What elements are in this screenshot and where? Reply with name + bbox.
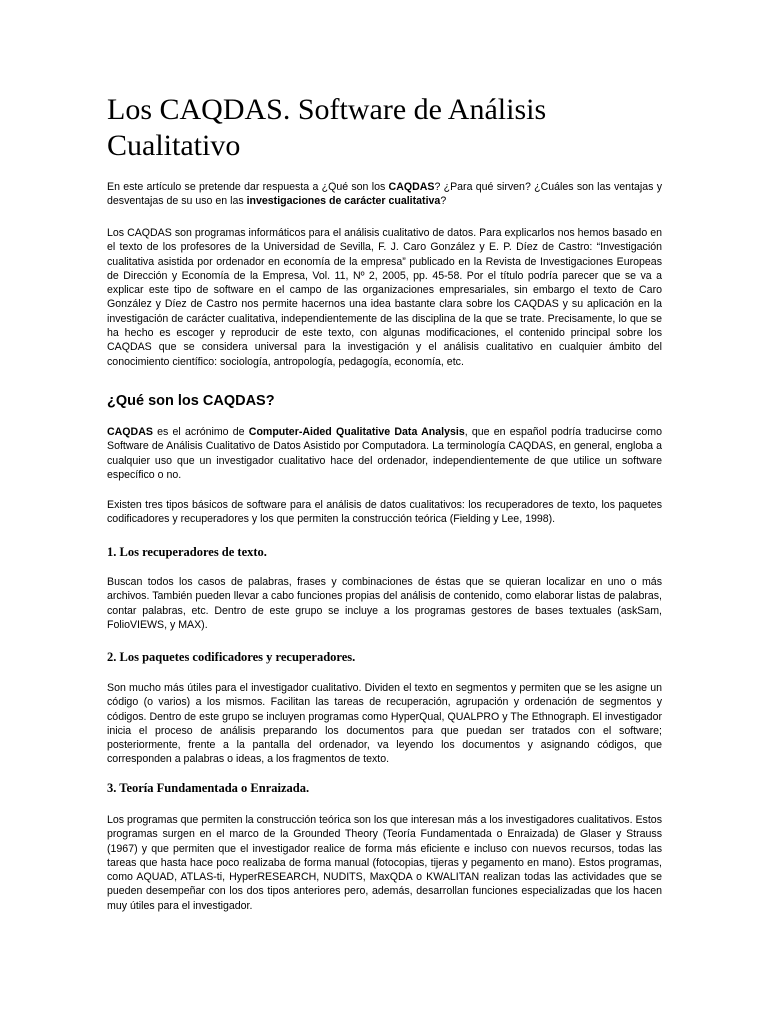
caqdas-overview-paragraph: Los CAQDAS son programas informáticos para el análisis cualitativo de datos. Para explicarlos nos hemos basado en el texto de los profesores de la Universidad de Sevilla, F. J. Caro González y E. P. Díez de Castro: “Investigación cualitativa asistida por ordenador en economía de la empresa” publicado en la Revista de Investigaciones Europeas de Dirección y Economía de la Empresa, Vol. 11, Nº 2, 2005, pp. 45-58. Por el título podría parecer que se va a explicar este tipo de software en el campo de las organizaciones empresariales, sin embargo el texto de Caro González y Díez de Castro nos permite hacernos una idea bastante clara sobre los CAQDAS y su aplicación en la investigación de carácter cualitativa, independientemente de las disciplina de la que se trate. Precisamente, lo que se ha hecho es escoger y reproducir de este texto, con algunas modificaciones, el contenido principal sobre los CAQDAS que se considera universal para la investigación y el análisis cualitativo en cualquier ámbito del conocimiento científico: sociología, antropología, pedagogía, economía, etc. bbox=[107, 227, 662, 368]
heading-recuperadores: 1. Los recuperadores de texto. bbox=[107, 545, 267, 559]
intro-text-3: ? bbox=[440, 195, 447, 208]
definition-text-1: es el acrónimo de bbox=[152, 426, 249, 438]
heading-paquetes: 2. Los paquetes codificadores y recuperadores. bbox=[107, 650, 356, 664]
recuperadores-paragraph: Buscan todos los casos de palabras, frases y combinaciones de éstas que se quieran localizar en uno o más archivos. También pueden llevar a cabo funciones propias del análisis de contenido, como elaborar listas de palabras, contar palabras, etc. Dentro de este grupo se incluye a los programas gestores de bases textuales (askSam, FolioVIEWS, y MAX). bbox=[107, 576, 662, 631]
definition-bold-acronym: Computer-Aided Qualitative Data Analysis bbox=[248, 426, 465, 438]
paquetes-paragraph: Son mucho más útiles para el investigador cualitativo. Dividen el texto en segmentos y permiten que se les asigne un código (o varios) a los mismos. Facilitan las tareas de recuperación, agrupación y ordenación de segmentos y códigos. Dentro de este grupo se incluyen programas como HyperQual, QUALPRO y The Ethnograph. El investigador inicia el proceso de análisis preparando los documentos para que puedan ser tratados con el software; posteriormente, frente a la pantalla del ordenador, va leyendo los documentos y asignando códigos, que corresponden a palabras o ideas, a los fragmentos de texto. bbox=[107, 682, 662, 766]
page-title: Los CAQDAS. Software de Análisis Cualitativo bbox=[107, 93, 547, 162]
definition-paragraph bbox=[107, 425, 662, 482]
intro-paragraph bbox=[107, 180, 662, 209]
intro-bold-caqdas: CAQDAS bbox=[388, 181, 435, 193]
intro-bold-investigaciones: investigaciones de carácter cualitativa bbox=[246, 195, 441, 208]
tipos-paragraph: Existen tres tipos básicos de software para el análisis de datos cualitativos: los recuperadores de texto, los paquetes codificadores y recuperadores y los que permiten la construcción teórica (Fielding y Lee, 1998). bbox=[107, 499, 662, 526]
intro-text-1: En este artículo se pretende dar respuesta a ¿Qué son los bbox=[107, 181, 389, 193]
definition-text-2: , que en español podría traducirse como Software de Análisis Cualitativo de Datos Asistido por Computadora. La terminología CAQDAS, en general, engloba a cualquier uso que un investigador cualitativo hace del ordenador, independientemente de que utilice un software específico o no. bbox=[107, 426, 662, 481]
intro-text-2: ? ¿Para qué sirven? ¿Cuáles son las ventajas y desventajas de su uso en las bbox=[107, 181, 663, 208]
heading-que-son: ¿Qué son los CAQDAS? bbox=[107, 393, 275, 409]
teoria-paragraph: Los programas que permiten la construcción teórica son los que interesan más a los investigadores cualitativos. Estos programas surgen en el marco de la Grounded Theory (Teoría Fundamentada o Enraizada) de Glaser y Strauss (1967) y que permiten que el investigador realice de forma más eficiente e incluso con nuevos recursos, todas las tareas que hasta hace poco realizaba de forma manual (fotocopias, tijeras y pegamento en mano). Estos programas, como AQUAD, ATLAS-ti, HyperRESEARCH, NUDITS, MaxQDA o KWALITAN realizan todas las actividades que se pueden desempeñar con los dos tipos anteriores pero, además, desarrollan funciones especializadas que los hacen muy útiles para el investigador. bbox=[107, 814, 662, 912]
heading-teoria: 3. Teoría Fundamentada o Enraizada. bbox=[107, 781, 310, 795]
definition-bold-caqdas: CAQDAS bbox=[107, 426, 153, 438]
